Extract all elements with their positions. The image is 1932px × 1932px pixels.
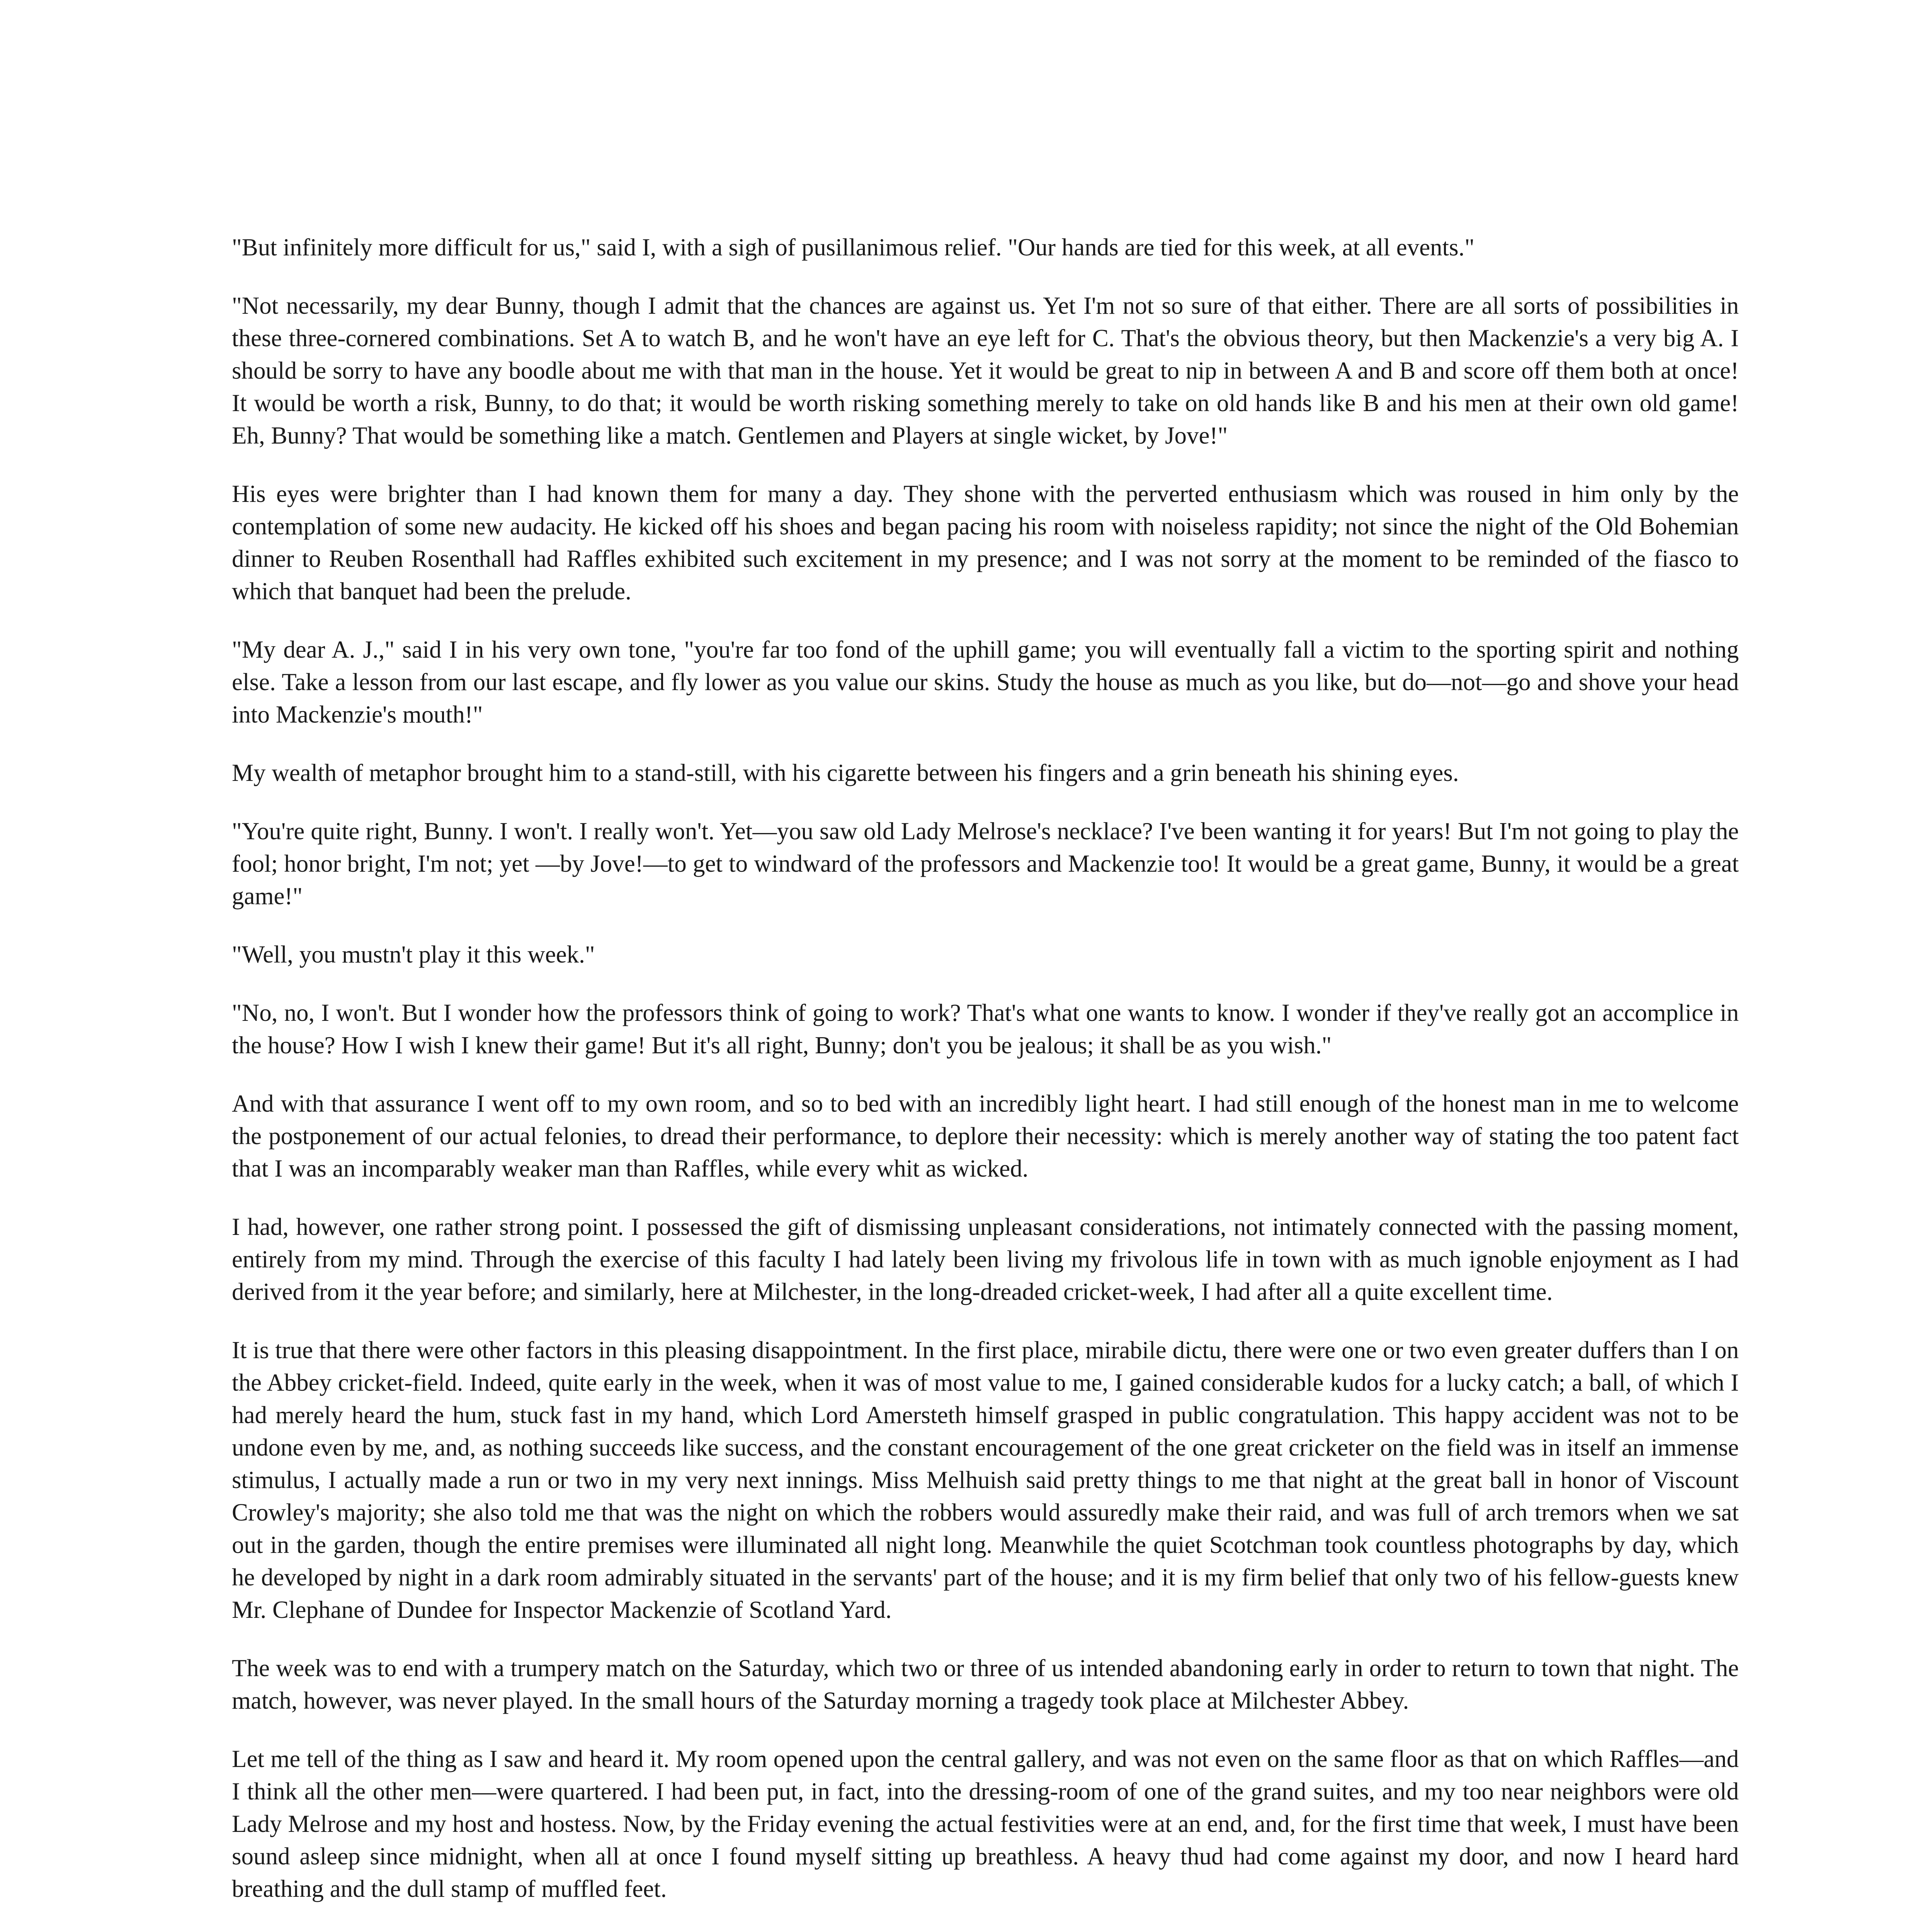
paragraph: "Not necessarily, my dear Bunny, though I admit that the chances are against us. Yet I'm not so sure of that either. There are all sorts of possibilities in these three-cornered combinations. Set A to watch B, and he won't have an eye left for C. That's the obvious theory, but then Mackenzie's a very big A. I should be sorry to have any boodle about me with that man in the house. Yet it would be great to nip in between A and B and score off them both at once! It would be worth a risk, Bunny, to do that; it would be worth risking something merely to take on old hands like B and his men at their own old game! Eh, Bunny? That would be something like a match. Gentlemen and Players at single wicket, by Jove!"	[232, 292, 1739, 449]
paragraph: "My dear A. J.," said I in his very own tone, "you're far too fond of the uphill game; you will eventually fall a victim to the sporting spirit and nothing else. Take a lesson from our last escape, and fly lower as you value our skins. Study the house as much as you like, but do—not—go and shove your head into Mackenzie's mouth!"	[232, 636, 1739, 728]
paragraph: His eyes were brighter than I had known them for many a day. They shone with the perverted enthusiasm which was roused in him only by the contemplation of some new audacity. He kicked off his shoes and began pacing his room with noiseless rapidity; not since the night of the Old Bohemian dinner to Reuben Rosenthall had Raffles exhibited such excitement in my presence; and I was not sorry at the moment to be reminded of the fiasco to which that banquet had been the prelude.	[232, 480, 1739, 605]
book-page-text	[232, 231, 1739, 1932]
paragraph: It is true that there were other factors in this pleasing disappointment. In the first place, mirabile dictu, there were one or two even greater duffers than I on the Abbey cricket-field. Indeed, quite early in the week, when it was of most value to me, I gained considerable kudos for a lucky catch; a ball, of which I had merely heard the hum, stuck fast in my hand, which Lord Amersteth himself grasped in public congratulation. This happy accident was not to be undone even by me, and, as nothing succeeds like success, and the constant encouragement of the one great cricketer on the field was in itself an immense stimulus, I actually made a run or two in my very next innings. Miss Melhuish said pretty things to me that night at the great ball in honor of Viscount Crowley's majority; she also told me that was the night on which the robbers would assuredly make their raid, and was full of arch tremors when we sat out in the garden, though the entire premises were illuminated all night long. Meanwhile the quiet Scotchman took countless photographs by day, which he developed by night in a dark room admirably situated in the servants' part of the house; and it is my firm belief that only two of his fellow-guests knew Mr. Clephane of Dundee for Inspector Mackenzie of Scotland Yard.	[232, 1337, 1739, 1623]
paragraph: And with that assurance I went off to my own room, and so to bed with an incredibly light heart. I had still enough of the honest man in me to welcome the postponement of our actual felonies, to dread their performance, to deplore their necessity: which is merely another way of stating the too patent fact that I was an incomparably weaker man than Raffles, while every whit as wicked.	[232, 1090, 1739, 1182]
paragraph: "Well, you mustn't play it this week."	[232, 941, 595, 968]
paragraph: Let me tell of the thing as I saw and heard it. My room opened upon the central gallery, and was not even on the same floor as that on which Raffles—and I think all the other men—were quartered. I had been put, in fact, into the dressing-room of one of the grand suites, and my too near neighbors were old Lady Melrose and my host and hostess. Now, by the Friday evening the actual festivities were at an end, and, for the first time that week, I must have been sound asleep since midnight, when all at once I found myself sitting up breathless. A heavy thud had come against my door, and now I heard hard breathing and the dull stamp of muffled feet.	[232, 1745, 1739, 1902]
paragraph: I had, however, one rather strong point. I possessed the gift of dismissing unpleasant considerations, not intimately connected with the passing moment, entirely from my mind. Through the exercise of this faculty I had lately been living my frivolous life in town with as much ignoble enjoyment as I had derived from it the year before; and similarly, here at Milchester, in the long-dreaded cricket-week, I had after all a quite excellent time.	[232, 1213, 1739, 1305]
paragraph: "But infinitely more difficult for us," said I, with a sigh of pusillanimous relief. "Our hands are tied for this week, at all events."	[232, 234, 1475, 261]
paragraph: My wealth of metaphor brought him to a stand-still, with his cigarette between his fingers and a grin beneath his shining eyes.	[232, 759, 1459, 786]
paragraph: "You're quite right, Bunny. I won't. I really won't. Yet—you saw old Lady Melrose's necklace? I've been wanting it for years! But I'm not going to play the fool; honor bright, I'm not; yet —by Jove!—to get to windward of the professors and Mackenzie too! It would be a great game, Bunny, it would be a great game!"	[232, 818, 1739, 910]
paragraph: "No, no, I won't. But I wonder how the professors think of going to work? That's what one wants to know. I wonder if they've really got an accomplice in the house? How I wish I knew their game! But it's all right, Bunny; don't you be jealous; it shall be as you wish."	[232, 999, 1739, 1059]
paragraph: The week was to end with a trumpery match on the Saturday, which two or three of us intended abandoning early in order to return to town that night. The match, however, was never played. In the small hours of the Saturday morning a tragedy took place at Milchester Abbey.	[232, 1655, 1739, 1714]
